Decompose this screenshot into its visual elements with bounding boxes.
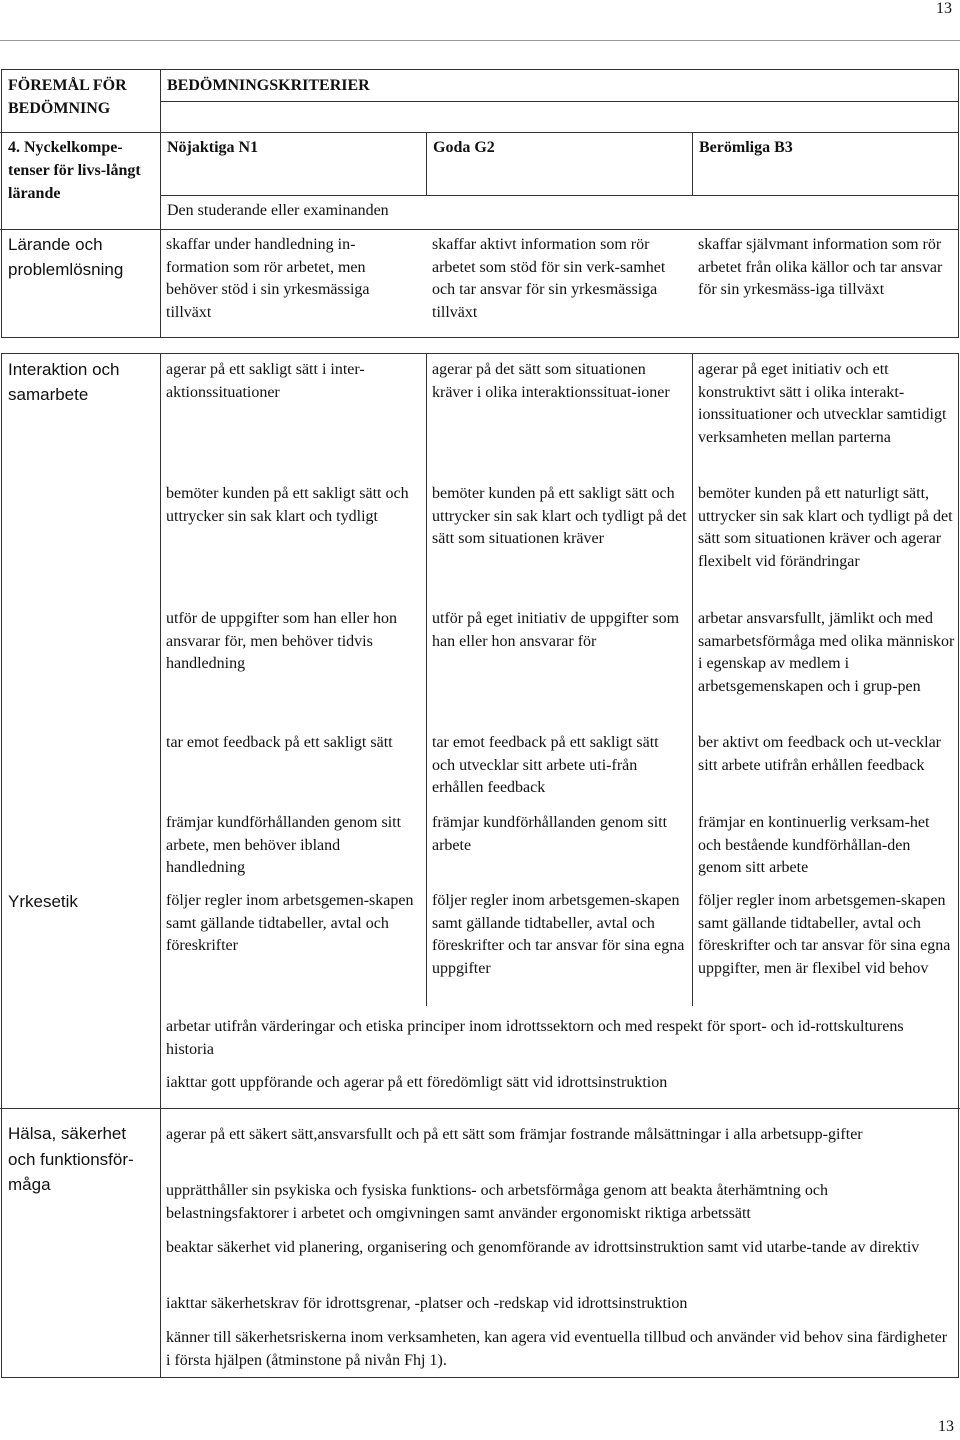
page-number-top: 13 [936,0,952,17]
section-title: 4. Nyckelkompe-tenser för livs-långt lärande [8,139,141,202]
criteria-cell: skaffar aktivt information som rör arbetet som stöd för sin verk-samhet och tar ansvar för sin yrkesmässiga tillväxt [432,236,666,321]
section-label: Lärande och problemlösning [8,235,124,279]
criteria-full-row: känner till säkerhetsriskerna inom verksamheten, kan agera vid eventuella tillbud och använder vid behov sina färdigheter i första hjälpen (åtminstone på nivån Fhj 1). [166,1329,948,1369]
object-of-assessment-heading: FÖREMÅL FÖR BEDÖMNING [8,77,127,117]
criteria-cell: bemöter kunden på ett sakligt sätt och uttrycker sin sak klart och tydligt på det sätt som situationen kräver [432,485,687,547]
criteria-cell: arbetar ansvarsfullt, jämlikt och med samarbetsförmåga med olika människor i egenskap av medlem i arbetsgemenskapen och i grup-pen [698,610,955,695]
page-number-bottom: 13 [938,1418,954,1435]
criteria-cell: utför på eget initiativ de uppgifter som han eller hon ansvarar för [432,610,680,650]
level-n1: Nöjaktiga N1 [167,139,259,156]
criteria-cell: skaffar under handledning in-formation som rör arbetet, men behöver stöd i sin yrkesmässiga tillväxt [166,236,370,321]
table-divider [692,353,693,1006]
section-label: Hälsa, säkerhet och funktionsför-måga [8,1124,134,1194]
section-label: Interaktion och samarbete [8,360,120,404]
level-b3: Berömliga B3 [699,139,793,156]
criteria-full-row: iakttar gott uppförande och agerar på ett föredömligt sätt vid idrottsinstruktion [166,1074,668,1091]
criteria-cell: agerar på det sätt som situationen kräver i olika interaktionssituat-ioner [432,361,670,401]
table-divider [160,195,959,196]
criteria-cell: bemöter kunden på ett naturligt sätt, uttrycker sin sak klart och tydligt på det sätt som situationen kräver och agerar flexibelt vid förändringar [698,485,953,570]
criteria-cell: agerar på eget initiativ och ett konstruktivt sätt i olika interakt-ionssituationer och utvecklar samtidigt verksamheten mellan parterna [698,361,947,446]
criteria-full-row: arbetar utifrån värderingar och etiska principer inom idrottssektorn och med respekt för sport- och id-rottskulturens historia [166,1018,904,1058]
criteria-full-row: beaktar säkerhet vid planering, organisering och genomförande av idrottsinstruktion samt vid utarbe-tande av direktiv [166,1239,920,1256]
criteria-cell: ber aktivt om feedback och ut-vecklar sitt arbete utifrån erhållen feedback [698,734,941,774]
table-divider [0,132,160,133]
criteria-heading: BEDÖMNINGSKRITERIER [167,77,370,94]
criteria-cell: främjar kundförhållanden genom sitt arbete [432,814,668,854]
criteria-cell: främjar kundförhållanden genom sitt arbete, men behöver ibland handledning [166,814,402,876]
criteria-full-row: iakttar säkerhetskrav för idrottsgrenar, -platser och -redskap vid idrottsinstruktion [166,1295,688,1312]
table-divider [160,132,959,133]
table-divider [160,69,161,338]
criteria-cell: skaffar självmant information som rör arbetet från olika källor och tar ansvar för sin yrkesmäss-iga tillväxt [698,236,943,298]
criteria-cell: tar emot feedback på ett sakligt sätt och utvecklar sitt arbete uti-från erhållen feedback [432,734,659,796]
table-divider [0,1108,960,1109]
header-rule [0,40,960,41]
criteria-full-row: agerar på ett säkert sätt,ansvarsfullt och på ett sätt som främjar fostrande målsättningar i alla arbetsupp-gifter [166,1126,863,1143]
criteria-full-row: upprätthåller sin psykiska och fysiska funktions- och arbetsförmåga genom att beakta återhämtning och belastningsfaktorer i arbetet och omgivningen samt använder ergonomiskt riktiga arbetssätt [166,1182,829,1222]
table-divider [426,132,427,195]
table-divider [426,353,427,1006]
table-divider [160,353,161,1378]
criteria-cell: följer regler inom arbetsgemen-skapen samt gällande tidtabeller, avtal och föreskrifter och tar ansvar för sina egna uppgifter, men är flexibel vid behov [698,892,951,977]
level-g2: Goda G2 [433,139,495,156]
criteria-cell: främjar en kontinuerlig verksam-het och bestående kundförhållan-den genom sitt arbete [698,814,930,876]
criteria-cell: följer regler inom arbetsgemen-skapen samt gällande tidtabeller, avtal och föreskrifter och tar ansvar för sina egna uppgifter [432,892,685,977]
criteria-cell: agerar på ett sakligt sätt i inter-aktionssituationer [166,361,365,401]
section-label: Yrkesetik [8,892,78,911]
criteria-cell: följer regler inom arbetsgemen-skapen samt gällande tidtabeller, avtal och föreskrifter [166,892,414,954]
table-divider [0,229,959,230]
criteria-cell: bemöter kunden på ett sakligt sätt och uttrycker sin sak klart och tydligt [166,485,409,525]
subject-line: Den studerande eller examinanden [167,202,389,219]
table-divider [160,101,959,102]
criteria-cell: utför de uppgifter som han eller hon ansvarar för, men behöver tidvis handledning [166,610,398,672]
criteria-cell: tar emot feedback på ett sakligt sätt [166,734,393,751]
table-divider [692,132,693,195]
